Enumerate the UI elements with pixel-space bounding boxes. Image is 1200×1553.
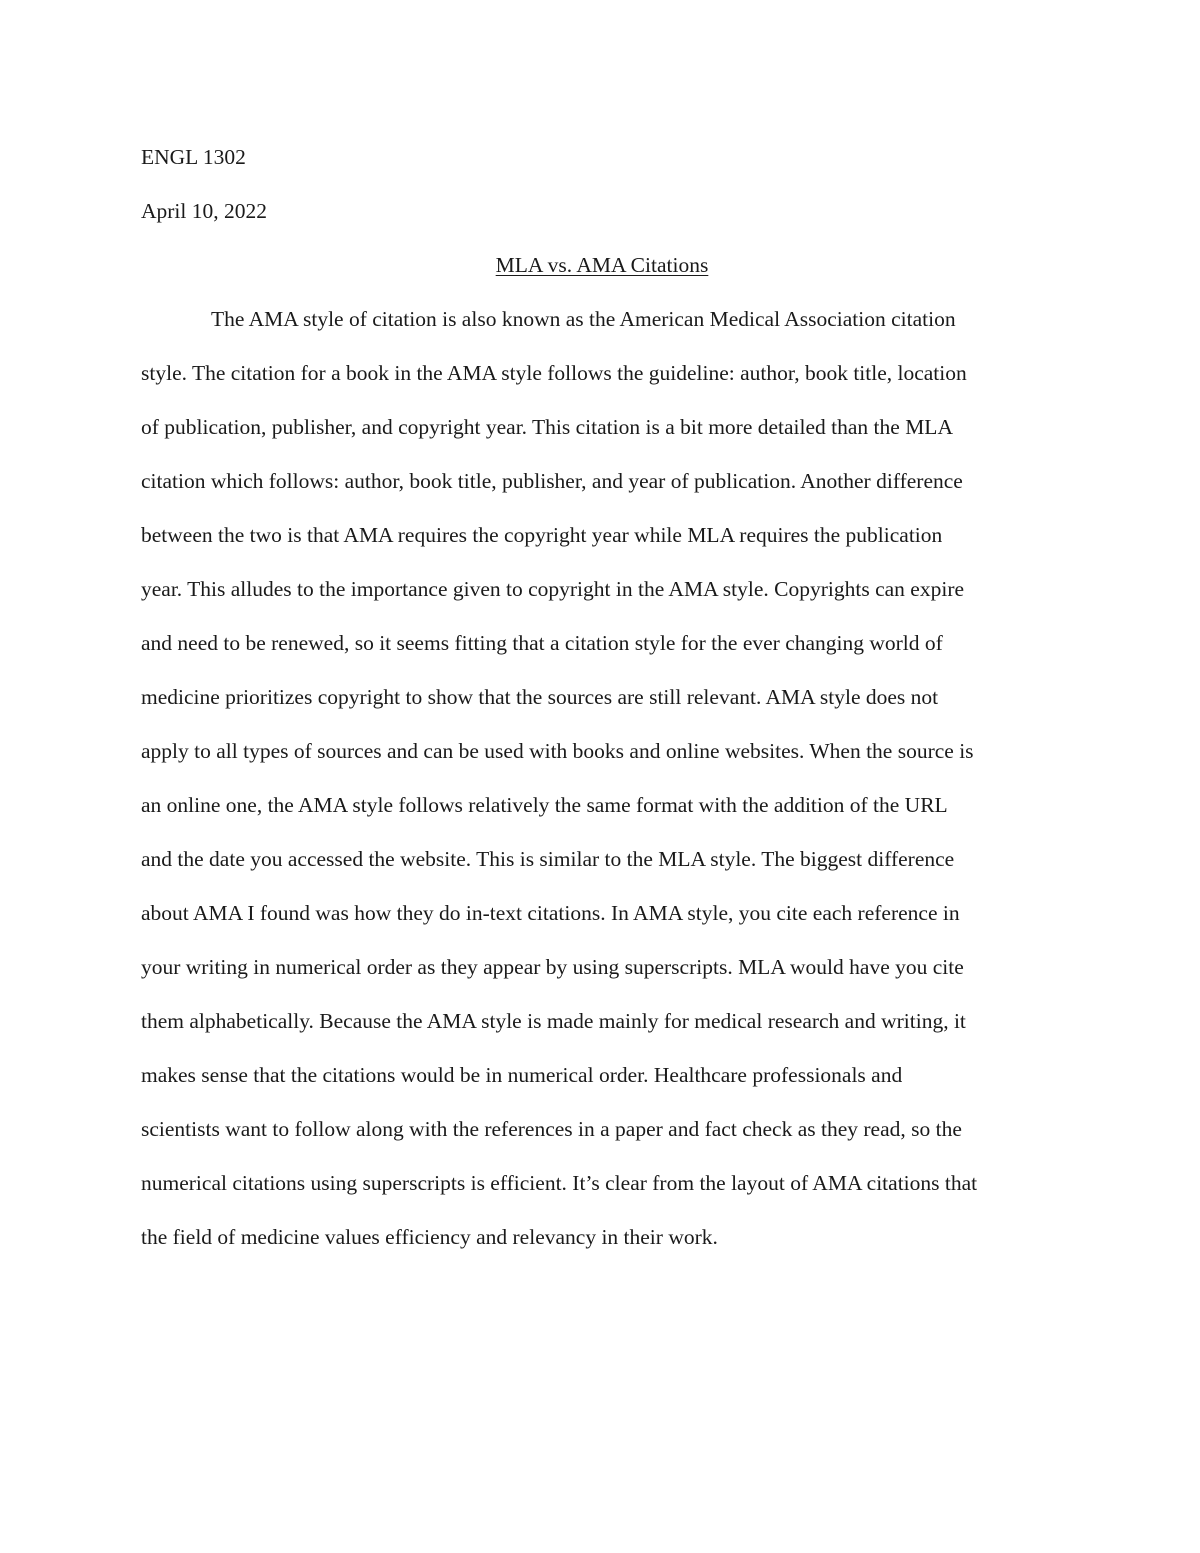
course-line: ENGL 1302: [141, 145, 246, 169]
paragraph-line: an online one, the AMA style follows relatively the same format with the addition of the URL: [141, 793, 948, 817]
date-line: April 10, 2022: [141, 199, 268, 223]
paragraph-line: makes sense that the citations would be in numerical order. Healthcare professionals and: [141, 1063, 903, 1087]
paragraph-line: of publication, publisher, and copyright year. This citation is a bit more detailed than the MLA: [141, 415, 953, 439]
paragraph-line: them alphabetically. Because the AMA style is made mainly for medical research and writing, it: [141, 1009, 966, 1033]
essay-title-text: MLA vs. AMA Citations: [495, 253, 709, 277]
paragraph-line: numerical citations using superscripts is efficient. It’s clear from the layout of AMA citations that: [141, 1171, 978, 1195]
paragraph-line: apply to all types of sources and can be used with books and online websites. When the source is: [141, 739, 974, 763]
paragraph-line: The AMA style of citation is also known as the American Medical Association citation: [211, 307, 956, 331]
paragraph-line: your writing in numerical order as they appear by using superscripts. MLA would have you cite: [141, 955, 964, 979]
paragraph-line: year. This alludes to the importance given to copyright in the AMA style. Copyrights can expire: [141, 577, 965, 601]
paragraph-line: style. The citation for a book in the AMA style follows the guideline: author, book title, location: [141, 361, 967, 385]
paragraph-line: and the date you accessed the website. This is similar to the MLA style. The biggest difference: [141, 847, 955, 871]
paragraph-line: about AMA I found was how they do in-text citations. In AMA style, you cite each reference in: [141, 901, 960, 925]
essay-title: [141, 238, 1063, 292]
document-content: [141, 130, 1063, 1264]
paragraph-line: the field of medicine values efficiency and relevancy in their work.: [141, 1225, 718, 1249]
paragraph-line: medicine prioritizes copyright to show that the sources are still relevant. AMA style does not: [141, 685, 939, 709]
paragraph-line: between the two is that AMA requires the copyright year while MLA requires the publication: [141, 523, 943, 547]
essay-paragraph: [141, 292, 1063, 1264]
paragraph-line: scientists want to follow along with the references in a paper and fact check as they read, so the: [141, 1117, 962, 1141]
paragraph-line: and need to be renewed, so it seems fitting that a citation style for the ever changing world of: [141, 631, 943, 655]
paragraph-line: citation which follows: author, book title, publisher, and year of publication. Another difference: [141, 469, 963, 493]
